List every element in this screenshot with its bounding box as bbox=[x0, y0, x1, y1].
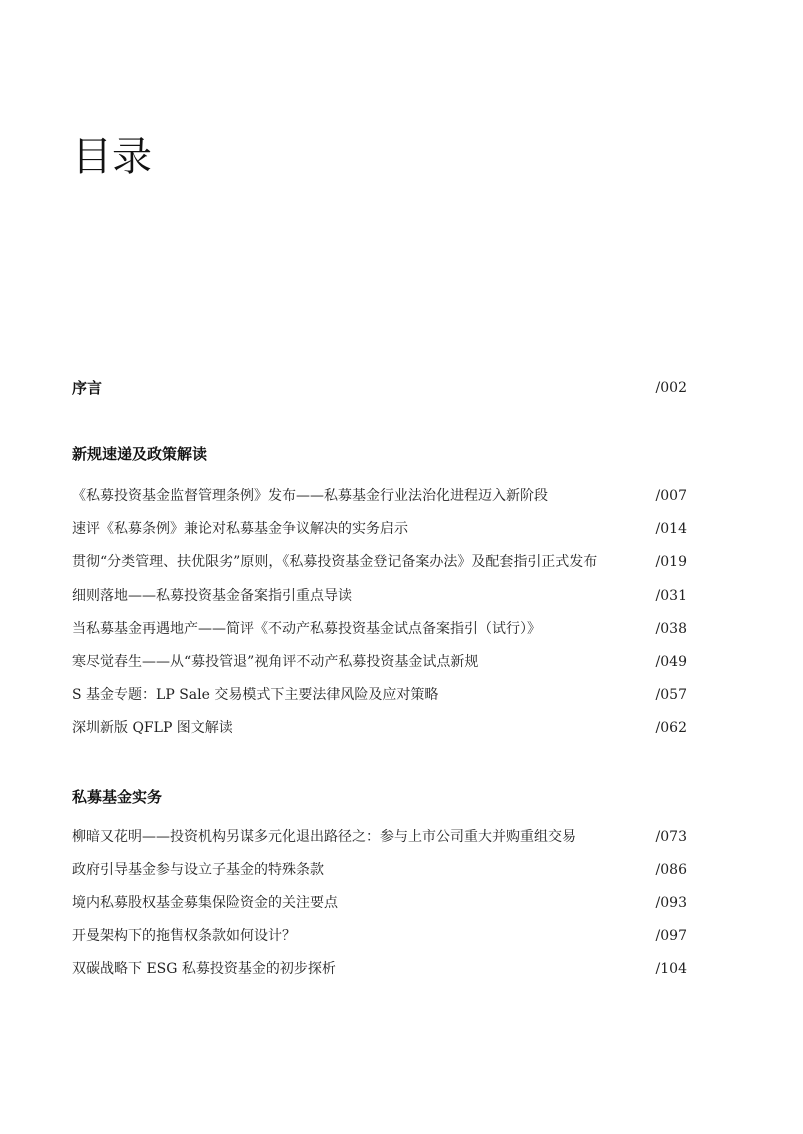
toc-entry[interactable] bbox=[72, 613, 687, 646]
toc-page-number: /014 bbox=[655, 521, 687, 537]
toc-page-number: /097 bbox=[655, 928, 687, 944]
toc-page-number: /049 bbox=[655, 654, 687, 670]
toc-entry[interactable] bbox=[72, 920, 687, 953]
toc-entry-title: 贯彻“分类管理、扶优限劣”原则，《私募投资基金登记备案办法》及配套指引正式发布 bbox=[72, 554, 598, 570]
toc-entry[interactable] bbox=[72, 712, 687, 745]
toc-page-number: /062 bbox=[655, 720, 687, 736]
toc-entry[interactable] bbox=[72, 580, 687, 613]
toc-entry[interactable] bbox=[72, 953, 687, 986]
toc-entry[interactable] bbox=[72, 546, 687, 576]
toc-entry[interactable] bbox=[72, 646, 687, 679]
toc-entry[interactable] bbox=[72, 854, 687, 887]
toc-page-number: /073 bbox=[655, 829, 687, 845]
section-heading: 新规速递及政策解读 bbox=[72, 445, 208, 463]
page-title: 目录 bbox=[72, 134, 152, 180]
table-of-contents bbox=[72, 370, 687, 986]
toc-entry-title: S 基金专题：LP Sale 交易模式下主要法律风险及应对策略 bbox=[72, 687, 439, 703]
toc-entry-title: 开曼架构下的拖售权条款如何设计？ bbox=[72, 928, 296, 944]
toc-entry[interactable] bbox=[72, 480, 687, 513]
section-heading: 私募基金实务 bbox=[72, 788, 163, 806]
toc-page-number: /038 bbox=[655, 621, 687, 637]
toc-entry-title: 双碳战略下 ESG 私募投资基金的初步探析 bbox=[72, 961, 336, 977]
toc-preface-label: 序言 bbox=[72, 379, 103, 397]
toc-entry-title: 深圳新版 QFLP 图文解读 bbox=[72, 720, 233, 736]
toc-entry[interactable] bbox=[72, 821, 687, 854]
toc-entry-title: 细则落地——私募投资基金备案指引重点导读 bbox=[72, 588, 352, 604]
toc-page-number: /104 bbox=[655, 961, 687, 977]
toc-page-number: /086 bbox=[655, 862, 687, 878]
toc-page-number: /019 bbox=[655, 554, 687, 570]
toc-entry-title: 《私募投资基金监督管理条例》发布——私募基金行业法治化进程迈入新阶段 bbox=[72, 488, 548, 504]
toc-preface[interactable] bbox=[72, 370, 687, 406]
toc-entry-title: 当私募基金再遇地产——简评《不动产私募投资基金试点备案指引（试行）》 bbox=[72, 621, 541, 637]
toc-page-number: /057 bbox=[655, 687, 687, 703]
toc-entry[interactable] bbox=[72, 679, 687, 712]
toc-entry-title: 速评《私募条例》兼论对私募基金争议解决的实务启示 bbox=[72, 521, 408, 537]
toc-entry-title: 政府引导基金参与设立子基金的特殊条款 bbox=[72, 862, 324, 878]
toc-page-number: /007 bbox=[655, 488, 687, 504]
toc-page-number: /002 bbox=[655, 380, 687, 396]
toc-entry[interactable] bbox=[72, 513, 687, 546]
toc-entry-title: 柳暗又花明——投资机构另谋多元化退出路径之：参与上市公司重大并购重组交易 bbox=[72, 829, 576, 845]
toc-page-number: /093 bbox=[655, 895, 687, 911]
toc-entry-title: 寒尽觉春生——从“募投管退”视角评不动产私募投资基金试点新规 bbox=[72, 654, 479, 670]
toc-page-number: /031 bbox=[655, 588, 687, 604]
toc-entry-title: 境内私募股权基金募集保险资金的关注要点 bbox=[72, 895, 338, 911]
toc-entry[interactable] bbox=[72, 887, 687, 920]
